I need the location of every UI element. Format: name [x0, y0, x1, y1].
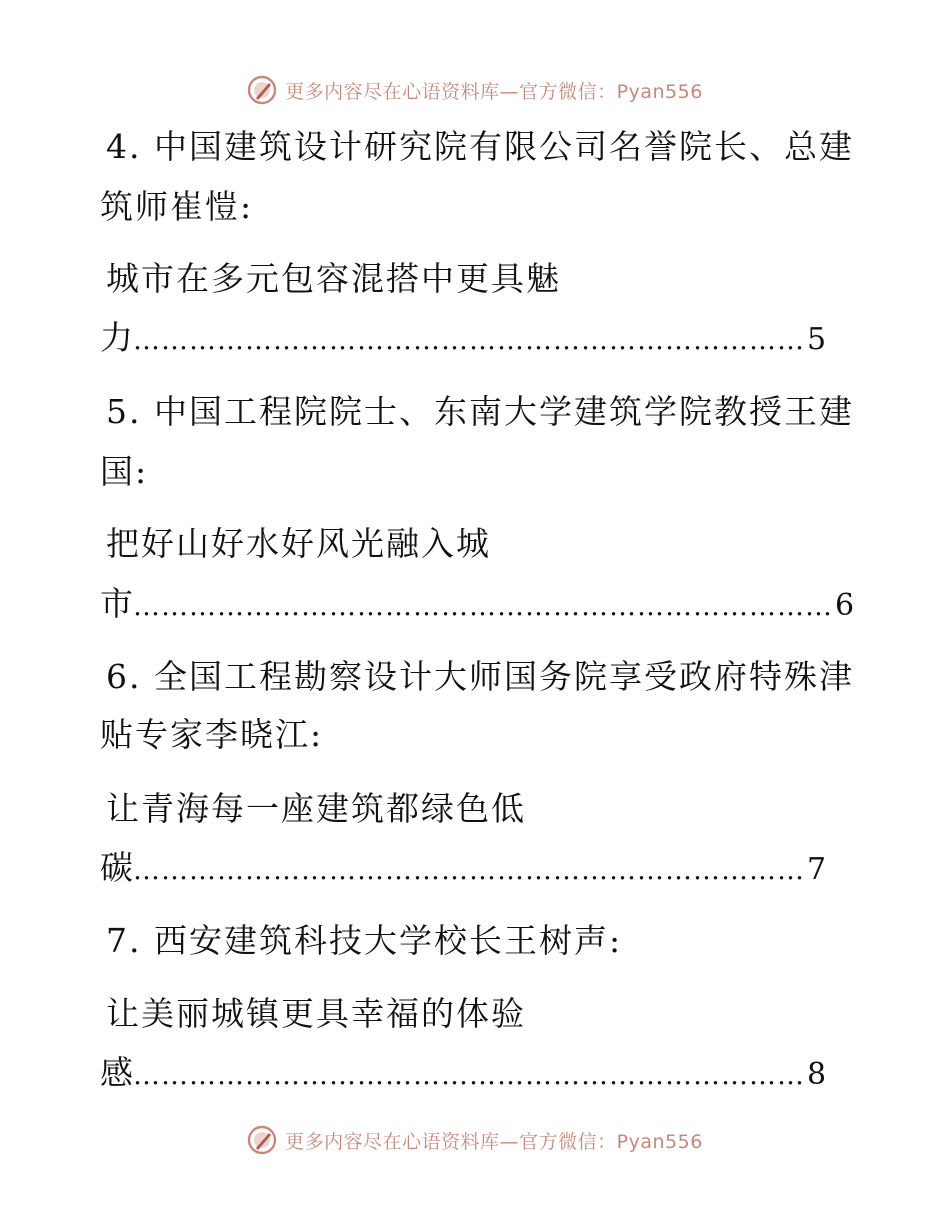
entry-heading: 5. 中国工程院院士、东南大学建筑学院教授王建 [106, 392, 854, 431]
page-number: 7 [807, 852, 827, 887]
entry-title-tail: 感 [100, 1053, 133, 1092]
toc-row[interactable] [100, 1053, 860, 1093]
toc-row[interactable] [100, 848, 860, 888]
entry-title-tail: 市 [100, 584, 133, 623]
page-number: 6 [835, 588, 855, 623]
entry-title: 让美丽城镇更具幸福的体验 [106, 994, 526, 1033]
toc-row[interactable] [100, 584, 860, 624]
entry-heading: 7. 西安建筑科技大学校长王树声: [106, 921, 623, 960]
entry-title: 让青海每一座建筑都绿色低 [106, 789, 526, 828]
pen-logo-icon [247, 75, 277, 105]
leader-dots: ……………………………………………………………… [133, 855, 805, 886]
toc-row[interactable] [100, 318, 860, 358]
entry-heading-continued: 国: [100, 452, 149, 491]
entry-title: 城市在多元包容混搭中更具魅 [106, 259, 561, 298]
entry-heading: 6. 全国工程勘察设计大师国务院享受政府特殊津 [106, 657, 854, 696]
watermark-text: 更多内容尽在心语资料库—官方微信：Pyan556 [285, 1130, 703, 1153]
pen-logo-icon [247, 1125, 277, 1155]
leader-dots: ……………………………………………………………… [133, 1060, 805, 1091]
entry-title-tail: 力 [100, 318, 133, 357]
watermark-text: 更多内容尽在心语资料库—官方微信：Pyan556 [285, 80, 703, 103]
leader-dots: ……………………………………………………………… [133, 325, 805, 356]
page-number: 5 [807, 322, 827, 357]
page-number: 8 [807, 1057, 827, 1092]
entry-title: 把好山好水好风光融入城 [106, 524, 491, 563]
watermark-footer [0, 1120, 950, 1160]
entry-heading-continued: 筑师崔愷: [100, 187, 254, 226]
entry-heading: 4. 中国建筑设计研究院有限公司名誉院长、总建 [106, 127, 854, 166]
entry-heading-continued: 贴专家李晓江: [100, 715, 324, 754]
watermark-header [0, 70, 950, 110]
entry-title-tail: 碳 [100, 848, 133, 887]
leader-dots: ………………………………………………………………… [133, 591, 833, 622]
